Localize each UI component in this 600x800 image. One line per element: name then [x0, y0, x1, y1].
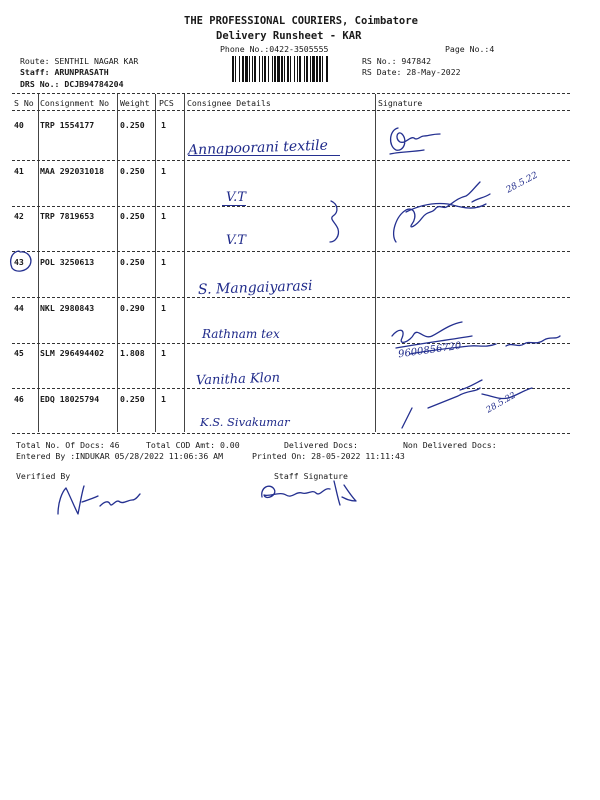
page-number: Page No.:4 [445, 44, 495, 54]
row-rule [12, 251, 570, 252]
column-divider [155, 94, 156, 432]
handwritten-phone-45: 9600856720 [397, 340, 463, 361]
delivered-docs: Delivered Docs: [284, 440, 358, 450]
column-header-pcs: PCS [159, 98, 174, 108]
non-delivered-docs: Non Delivered Docs: [403, 440, 497, 450]
column-header-consignment: Consignment No [40, 98, 110, 108]
handwritten-consignee-42: V.T [226, 233, 246, 248]
row-46-weight: 0.250 [120, 394, 145, 404]
table-top-rule [12, 93, 570, 94]
company-title: THE PROFESSIONAL COURIERS, Coimbatore [184, 15, 418, 27]
row-42-consignment: TRP 7819653 [40, 211, 95, 221]
total-docs: Total No. Of Docs: 46 [16, 440, 120, 450]
handwritten-date-46: 28.5.22 [484, 390, 518, 416]
row-41-weight: 0.250 [120, 166, 145, 176]
handwritten-consignee-41: V.T [226, 190, 246, 205]
column-header-signature: Signature [378, 98, 423, 108]
column-divider [184, 94, 185, 432]
staff-signature [256, 477, 366, 509]
ditto-mark [326, 198, 344, 246]
table-bottom-rule [12, 433, 570, 434]
row-43-pcs: 1 [161, 257, 166, 267]
signature-40 [384, 122, 444, 158]
verified-by-signature [48, 482, 148, 520]
staff-name: Staff: ARUNPRASATH [20, 67, 109, 77]
handwritten-consignee-43: S. Mangaiyarasi [197, 278, 313, 298]
table-header-rule [12, 110, 570, 111]
row-40-sno: 40 [14, 120, 24, 130]
column-header-consignee: Consignee Details [187, 98, 271, 108]
row-40-pcs: 1 [161, 120, 166, 130]
row-44-consignment: NKL 2980843 [40, 303, 95, 313]
handwritten-underline [188, 155, 340, 156]
row-43-consignment: POL 3250613 [40, 257, 95, 267]
column-header-weight: Weight [120, 98, 150, 108]
row-43-weight: 0.250 [120, 257, 145, 267]
row-41-consignment: MAA 292031018 [40, 166, 105, 176]
column-header-sno: S No [14, 98, 34, 108]
row-45-sno: 45 [14, 348, 24, 358]
verified-by-label: Verified By [16, 471, 71, 481]
row-45-weight: 1.808 [120, 348, 145, 358]
row-40-consignment: TRP 1554177 [40, 120, 95, 130]
handwritten-consignee-40: Annapoorani textile [187, 137, 329, 159]
row-46-pcs: 1 [161, 394, 166, 404]
handwritten-underline [222, 205, 246, 206]
handwritten-date-41: 28.5.22 [504, 170, 540, 196]
row-42-weight: 0.250 [120, 211, 145, 221]
staff-signature-label: Staff Signature [274, 471, 348, 481]
rs-date: RS Date: 28-May-2022 [362, 67, 461, 77]
rs-number: RS No.: 947842 [362, 56, 432, 66]
row-43-sno: 43 [14, 257, 24, 267]
handwritten-consignee-46: K.S. Sivakumar [200, 415, 290, 429]
barcode [232, 56, 356, 82]
column-divider [375, 94, 376, 432]
signature-46 [398, 378, 538, 430]
row-44-pcs: 1 [161, 303, 166, 313]
row-42-pcs: 1 [161, 211, 166, 221]
row-44-sno: 44 [14, 303, 24, 313]
row-44-weight: 0.290 [120, 303, 145, 313]
row-40-weight: 0.250 [120, 120, 145, 130]
row-45-consignment: SLM 296494402 [40, 348, 105, 358]
row-45-pcs: 1 [161, 348, 166, 358]
row-41-sno: 41 [14, 166, 24, 176]
row-rule [12, 160, 570, 161]
runsheet-subtitle: Delivery Runsheet - KAR [216, 30, 362, 42]
row-rule [12, 297, 570, 298]
row-46-consignment: EDQ 18025794 [40, 394, 100, 404]
row-46-sno: 46 [14, 394, 24, 404]
row-42-sno: 42 [14, 211, 24, 221]
signature-45-strike [408, 342, 498, 358]
handwritten-consignee-45: Vanitha Klon [195, 370, 281, 389]
printed-on: Printed On: 28-05-2022 11:11:43 [252, 451, 405, 461]
total-cod: Total COD Amt: 0.00 [146, 440, 240, 450]
row-43-circle-mark [7, 249, 35, 273]
row-41-pcs: 1 [161, 166, 166, 176]
drs-number: DRS No.: DCJB94784204 [20, 79, 124, 89]
column-divider [117, 94, 118, 432]
signature-41-42 [388, 176, 498, 248]
phone-number: Phone No.:0422-3505555 [220, 44, 329, 54]
column-divider [38, 94, 39, 432]
entered-by: Entered By :INDUKAR 05/28/2022 11:06:36 AM [16, 451, 224, 461]
handwritten-consignee-44: Rathnam tex [202, 327, 280, 341]
route: Route: SENTHIL NAGAR KAR [20, 56, 139, 66]
